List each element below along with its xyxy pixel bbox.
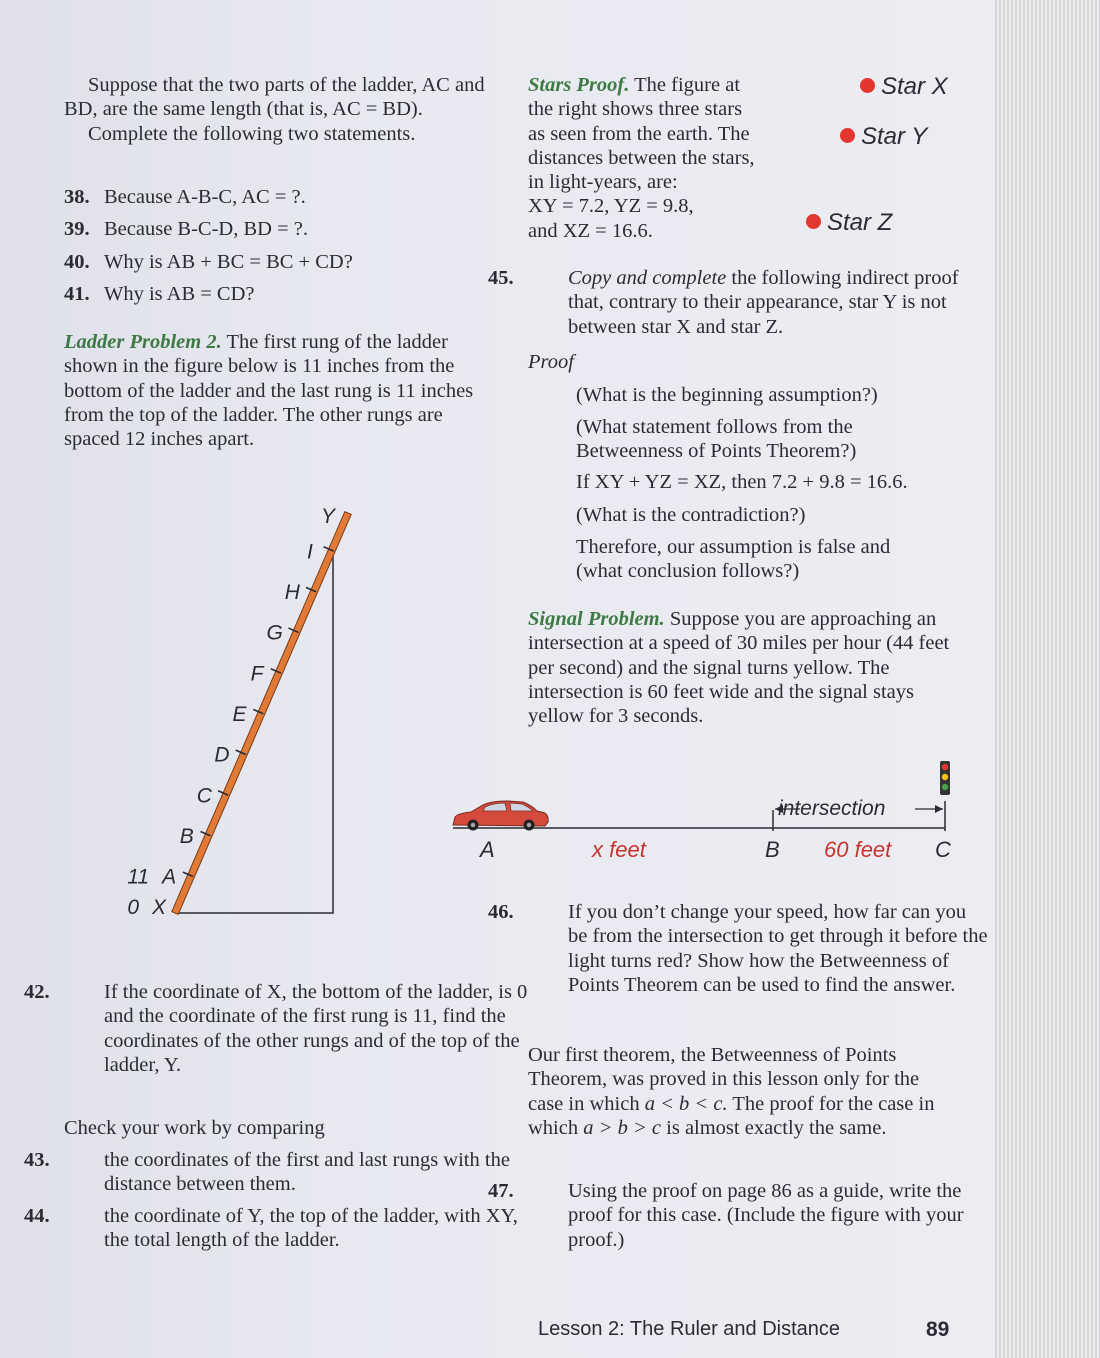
exercise-number: 47. xyxy=(488,1180,514,1202)
point-a-label: A xyxy=(480,837,495,862)
exercise-number: 45. xyxy=(488,267,514,289)
x-feet-label: x feet xyxy=(592,837,646,862)
exercise-38 xyxy=(64,185,306,209)
star-dot-icon xyxy=(806,214,821,229)
star-y-label: Star Y xyxy=(861,123,928,150)
exercise-47 xyxy=(488,1179,988,1252)
stars-text-line: distances between the stars, xyxy=(528,146,755,169)
exercise-number: 38. xyxy=(64,186,90,208)
intro-paragraph-1: Suppose that the two parts of the ladder, AC and BD, are the same length (that is, AC = BD). xyxy=(64,74,485,121)
inequality-1: a < b < c. xyxy=(644,1092,728,1115)
proof-line-5: Therefore, our assumption is false and (what conclusion follows?) xyxy=(576,536,891,583)
exercise-45 xyxy=(488,266,978,339)
inequality-2: a > b > c xyxy=(583,1116,662,1139)
ladder-label-a: A xyxy=(162,865,177,889)
star-x-label: Star X xyxy=(881,73,948,100)
proof-line-1: (What is the beginning assumption?) xyxy=(576,384,878,406)
ladder-labels xyxy=(127,505,337,919)
intersection-label: intersection xyxy=(778,797,886,820)
theorem-paragraph xyxy=(528,1043,953,1140)
ladder-figure xyxy=(120,495,360,925)
star-z xyxy=(806,209,892,237)
ladder-label-i: I xyxy=(306,540,313,564)
exercise-46 xyxy=(488,900,988,997)
sixty-feet-label: 60 feet xyxy=(824,837,892,862)
exercise-number: 42. xyxy=(24,981,50,1003)
ladder-intro xyxy=(64,73,504,146)
ladder-problem-2 xyxy=(64,330,500,451)
signal-figure xyxy=(445,755,965,835)
exercise-text: Why is AB = CD? xyxy=(104,283,255,305)
proof-label: Proof xyxy=(528,351,574,373)
exercise-number: 46. xyxy=(488,901,514,923)
proof-line-2: (What statement follows from the Betweenness of Points Theorem?) xyxy=(576,416,857,463)
exercise-42 xyxy=(24,980,544,1077)
ladder-label-b: B xyxy=(179,825,194,849)
exercise-text: the following indirect proof that, contrary to their appearance, star Y is not between star X and star Z. xyxy=(568,267,959,338)
stars-text-line: the right shows three stars xyxy=(528,98,743,121)
stars-proof-title: Stars Proof. xyxy=(528,74,630,96)
exercise-number: 44. xyxy=(24,1205,50,1227)
ladder-label-g: G xyxy=(266,621,283,645)
intro-paragraph-2: Complete the following two statements. xyxy=(88,122,416,145)
stars-text-line: in light-years, are: xyxy=(528,171,678,194)
star-dot-icon xyxy=(860,78,875,93)
arrow-right-icon xyxy=(935,805,943,813)
exercise-text: the coordinate of Y, the top of the ladder, with XY, the total length of the ladder. xyxy=(104,1205,518,1252)
exercise-text: the coordinates of the first and last rungs with the distance between them. xyxy=(104,1149,510,1196)
coordinate-eleven-label: 11 xyxy=(127,865,150,889)
exercise-44 xyxy=(24,1204,544,1253)
star-x xyxy=(860,73,948,101)
exercise-emphasis: Copy and complete xyxy=(568,267,727,289)
stars-text-line: The figure at xyxy=(634,74,741,96)
ladder-label-d: D xyxy=(214,743,230,767)
star-y xyxy=(840,123,927,151)
stars-proof xyxy=(528,73,828,243)
exercise-text: Using the proof on page 86 as a guide, write the proof for this case. (Include the figure with your proof.) xyxy=(568,1180,964,1251)
coordinate-zero-label: 0 xyxy=(127,896,139,919)
ladder-problem-text: The first rung of the ladder shown in the figure below is 11 inches from the bottom of the ladder and the last rung is 11 inches from the top of the ladder. The other rungs are spaced 12 inches apart. xyxy=(64,331,474,451)
exercise-text: Why is AB + BC = BC + CD? xyxy=(104,251,353,273)
stars-text-line: as seen from the earth. The xyxy=(528,122,750,145)
ladder-problem-title: Ladder Problem 2. xyxy=(64,331,222,353)
stars-text-line: XY = 7.2, YZ = 9.8, xyxy=(528,195,694,218)
exercise-39 xyxy=(64,217,308,241)
point-b-label: B xyxy=(765,837,780,862)
exercise-number: 39. xyxy=(64,218,90,240)
ladder-label-e: E xyxy=(232,703,247,726)
ladder-label-h: H xyxy=(284,580,300,604)
ladder-label-x: X xyxy=(151,896,167,919)
exercise-43 xyxy=(24,1148,544,1197)
check-text: Check your work by comparing xyxy=(64,1117,325,1139)
exercise-40 xyxy=(64,250,353,274)
page-binding xyxy=(995,0,1100,1358)
signal-problem-text: Suppose you are approaching an intersection at a speed of 30 miles per hour (44 feet per second) and the signal turns yellow. The intersection is 60 feet wide and the signal stays yellow for 3 seconds. xyxy=(528,608,950,728)
ladder-label-y: Y xyxy=(320,505,336,528)
footer-lesson-title: Lesson 2: The Ruler and Distance xyxy=(538,1318,841,1340)
exercise-number: 43. xyxy=(24,1149,50,1171)
exercise-text: Because A-B-C, AC = ?. xyxy=(104,186,306,208)
signal-problem xyxy=(528,607,958,728)
exercise-text: If the coordinate of X, the bottom of the ladder, is 0 and the coordinate of the first rung is 11, find the coordinates of the other rungs and of the top of the ladder, Y. xyxy=(104,981,528,1076)
car-icon xyxy=(453,801,548,831)
ladder-label-c: C xyxy=(196,784,212,808)
exercise-number: 40. xyxy=(64,251,90,273)
ladder-label-f: F xyxy=(250,662,264,686)
stars-text-line: and XZ = 16.6. xyxy=(528,219,653,242)
proof-line-4: (What is the contradiction?) xyxy=(576,504,806,526)
exercise-text: If you don’t change your speed, how far can you be from the intersection to get through it before the light turns red? Show how the Betweenness of Points Theorem can be used to find the answer. xyxy=(568,901,988,996)
star-dot-icon xyxy=(840,128,855,143)
exercise-number: 41. xyxy=(64,283,90,305)
page-number: 89 xyxy=(926,1318,950,1341)
proof-line-3: If XY + YZ = XZ, then 7.2 + 9.8 = 16.6. xyxy=(576,471,908,493)
exercise-text: Because B-C-D, BD = ?. xyxy=(104,218,308,240)
point-c-label: C xyxy=(935,837,951,862)
signal-problem-title: Signal Problem. xyxy=(528,608,665,630)
theorem-text: Our first theorem, the Betweenness of Points Theorem, was proved in this lesson only for the case in which xyxy=(528,1044,920,1115)
theorem-text: is almost exactly the same. xyxy=(666,1116,887,1139)
exercise-41 xyxy=(64,282,255,306)
theorem-text: The proof for the case in which xyxy=(528,1092,935,1139)
star-z-label: Star Z xyxy=(827,209,893,236)
traffic-light-icon xyxy=(940,761,950,795)
